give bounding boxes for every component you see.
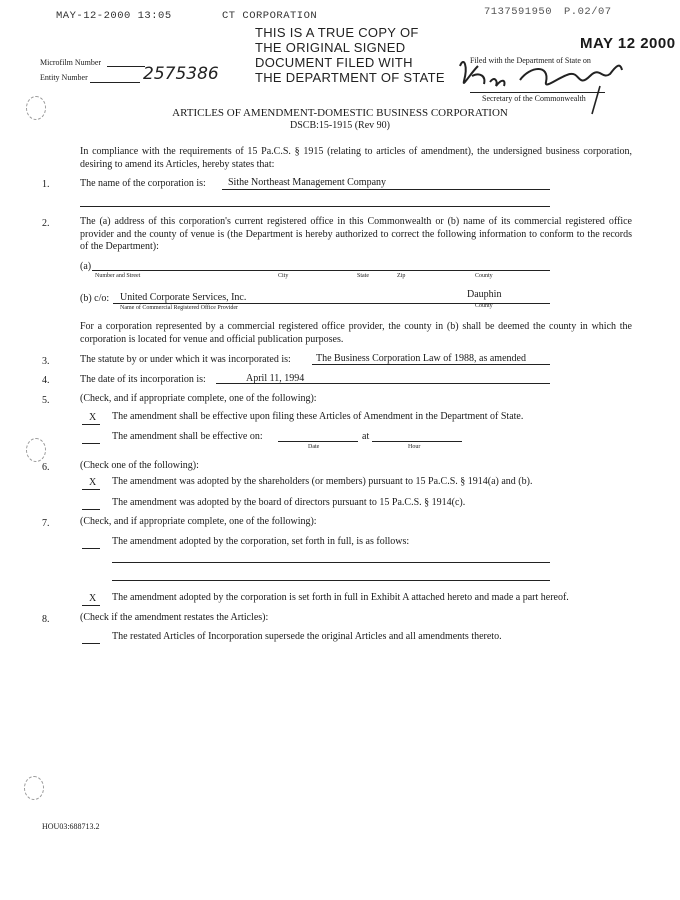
filed-label: Filed with the Department of State on <box>470 56 591 65</box>
caption-hour: Hour <box>408 444 421 450</box>
secretary-label: Secretary of the Commonwealth <box>482 94 586 103</box>
item-2-text: The (a) address of this corporation's current registered office in this Commonwealth or (b) name of its commercial registered office provider and the county of venue is (the Department is hereby authorized to correct the following information to conform to the records of the Department): <box>80 216 632 253</box>
item-2b-label: (b) c/o: <box>80 293 110 304</box>
fax-page: P.02/07 <box>564 6 612 18</box>
item-5-opt1-box <box>82 424 100 425</box>
item-2b-value: United Corporate Services, Inc. <box>120 292 247 303</box>
item-4-line <box>216 383 550 384</box>
item-5-hour-line[interactable] <box>372 441 462 442</box>
item-7-opt2-box <box>82 605 100 606</box>
item-1-line <box>222 189 550 190</box>
intro-paragraph <box>80 146 632 171</box>
entity-label: Entity Number <box>40 73 88 82</box>
item-1-line-2 <box>80 206 550 207</box>
fax-sender: CT CORPORATION <box>222 10 318 22</box>
item-3-value: The Business Corporation Law of 1988, as amended <box>316 353 526 364</box>
stamp-line-1: THIS IS A TRUE COPY OF <box>255 25 419 40</box>
item-2a-label: (a) <box>80 261 92 272</box>
item-6-label: (Check one of the following): <box>80 460 199 471</box>
item-5-date-line[interactable] <box>278 441 358 442</box>
stamp-line-2: THE ORIGINAL SIGNED <box>255 40 406 55</box>
item-3-line <box>312 364 550 365</box>
item-8-opt1-text: The restated Articles of Incorporation supersede the original Articles and all amendments thereto. <box>112 631 502 642</box>
item-6-opt2-text: The amendment was adopted by the board of directors pursuant to 15 Pa.C.S. § 1914(c). <box>112 497 466 508</box>
item-5-at: at <box>362 431 370 442</box>
caption-provider: Name of Commercial Registered Office Provider <box>120 305 239 311</box>
item-1-label: The name of the corporation is: <box>80 178 206 189</box>
item-7-label: (Check, and if appropriate complete, one of the following): <box>80 516 317 527</box>
punch-hole <box>26 438 46 462</box>
caption-street: Number and Street <box>95 273 141 279</box>
item-4-number: 4. <box>42 375 50 386</box>
item-3-label: The statute by or under which it was incorporated is: <box>80 354 291 365</box>
item-6-opt1-check[interactable]: X <box>89 477 97 488</box>
item-6-opt1-text: The amendment was adopted by the shareholders (or members) pursuant to 15 Pa.C.S. § 1914(a) and (b). <box>112 476 533 487</box>
item-2-number: 2. <box>42 218 50 229</box>
item-6-opt1-box <box>82 489 100 490</box>
fax-phone: 7137591950 <box>484 6 553 18</box>
item-2a-line <box>92 270 550 271</box>
item-7-opt2-text: The amendment adopted by the corporation is set forth in full in Exhibit A attached hereto and made a part hereof. <box>112 592 569 603</box>
item-7-opt1-text: The amendment adopted by the corporation, set forth in full, is as follows: <box>112 536 410 547</box>
caption-zip: Zip <box>397 273 406 279</box>
item-5-opt1-check[interactable]: X <box>89 412 97 423</box>
item-7-fill-line-1[interactable] <box>112 562 550 563</box>
item-5-opt1-text: The amendment shall be effective upon filing these Articles of Amendment in the Department of State. <box>112 411 524 422</box>
item-5-number: 5. <box>42 395 50 406</box>
microfilm-line <box>107 66 145 67</box>
microfilm-label: Microfilm Number <box>40 58 102 67</box>
caption-city: City <box>278 273 289 279</box>
item-4-label: The date of its incorporation is: <box>80 374 206 385</box>
item-3-number: 3. <box>42 356 50 367</box>
item-5-opt2-box[interactable] <box>82 443 100 444</box>
entity-line <box>90 82 140 83</box>
item-7-number: 7. <box>42 518 50 529</box>
item-8-opt1-box[interactable] <box>82 643 100 644</box>
item-7-opt2-check[interactable]: X <box>89 593 97 604</box>
item-7-opt1-box[interactable] <box>82 548 100 549</box>
item-4-value: April 11, 1994 <box>246 373 305 384</box>
caption-county-2: County <box>475 303 493 309</box>
form-id: DSCB:15-1915 (Rev 90) <box>290 120 390 131</box>
filed-date: MAY 12 2000 <box>580 35 676 52</box>
item-6-opt2-box[interactable] <box>82 509 100 510</box>
item-7-fill-line-2[interactable] <box>112 580 550 581</box>
intro-text: In compliance with the requirements of 15 Pa.C.S. § 1915 (relating to articles of amendment), the undersigned business corporation, desiring to amend its Articles, hereby states that: <box>80 146 632 170</box>
caption-state: State <box>357 273 369 279</box>
caption-county: County <box>475 273 493 279</box>
entity-number: 2575386 <box>143 64 219 84</box>
item-6-number: 6. <box>42 462 50 473</box>
item-2b-county: Dauphin <box>467 289 502 300</box>
item-8-label: (Check if the amendment restates the Articles): <box>80 612 269 623</box>
caption-date: Date <box>308 444 320 450</box>
item-8-number: 8. <box>42 614 50 625</box>
item-1-value: Sithe Northeast Management Company <box>228 177 387 188</box>
document-title: ARTICLES OF AMENDMENT-DOMESTIC BUSINESS CORPORATION <box>172 107 508 119</box>
punch-hole <box>24 776 44 800</box>
item-1-number: 1. <box>42 179 50 190</box>
footer-doc-id: HOU03:688713.2 <box>42 822 100 831</box>
item-5-label: (Check, and if appropriate complete, one of the following): <box>80 393 317 404</box>
item-2-note: For a corporation represented by a commercial registered office provider, the county in (b) shall be deemed the county in which the corporation is located for venue and official publication purposes. <box>80 321 632 345</box>
stamp-line-3: DOCUMENT FILED WITH <box>255 55 413 70</box>
item-5-opt2-text: The amendment shall be effective on: <box>112 431 263 442</box>
fax-datetime: MAY-12-2000 13:05 <box>56 10 172 22</box>
stamp-line-4: THE DEPARTMENT OF STATE <box>255 70 445 85</box>
